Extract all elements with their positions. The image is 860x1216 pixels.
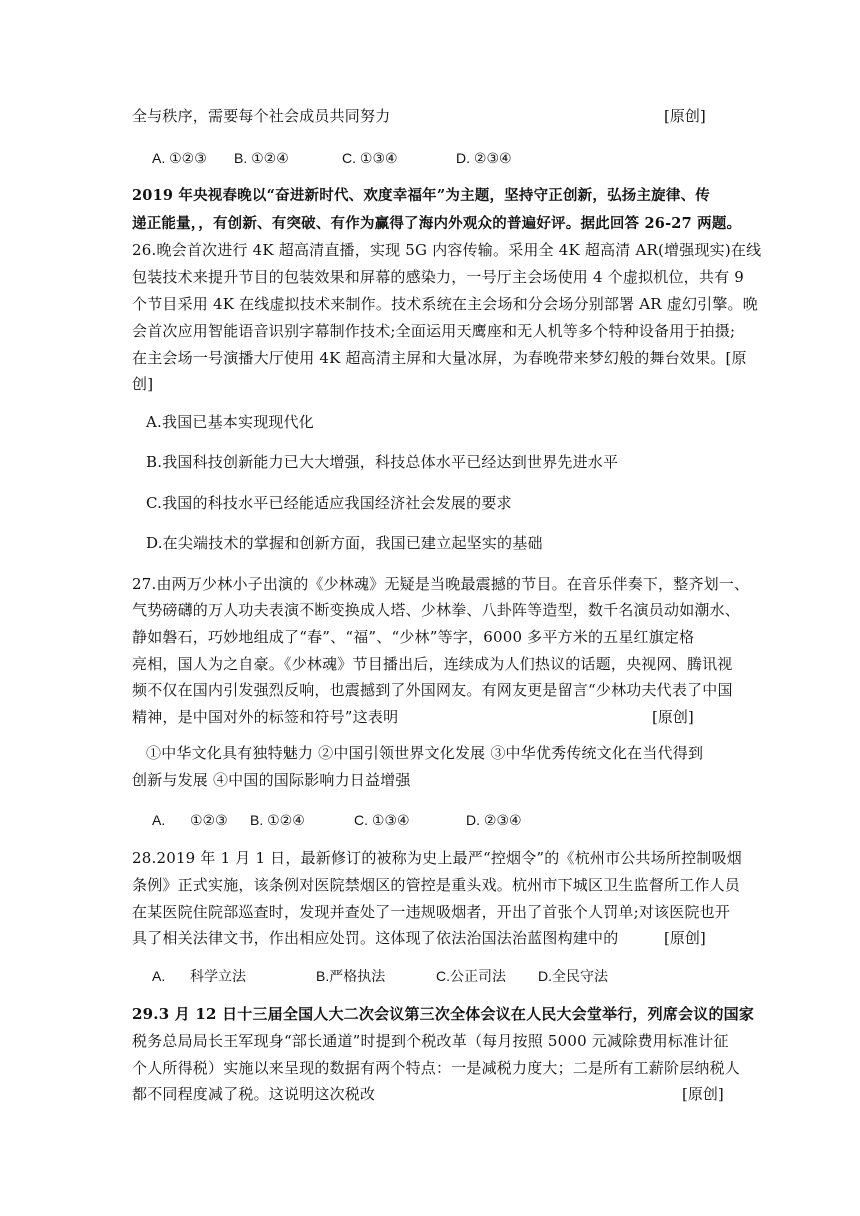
- q28-line-2: 条例》正式实施，该条例对医院禁烟区的管控是重头戏。杭州市下城区卫生监督所工作人员: [132, 876, 741, 894]
- q28-option-d: D.全民守法: [538, 968, 608, 984]
- question-25-tail-line: 全与秩序，需要每个社会成员共同努力: [132, 107, 391, 125]
- q26-option-a: A.我国已基本实现现代化: [146, 413, 315, 431]
- q26-line-1: 26.晚会首次进行 4K 超高清直播，实现 5G 内容传输。采用全 4K 超高清 AR(增强现实)在线: [132, 241, 762, 259]
- q27-option-d: D. ②③④: [466, 812, 522, 828]
- q26-line-2: 包装技术来提升节目的包装效果和屏幕的感染力，一号厅主会场使用 4 个虚拟机位，共有 9: [132, 268, 744, 286]
- q29-line-3: 个人所得税）实施以来呈现的数据有两个特点：一是减税力度大；二是所有工薪阶层纳税人: [132, 1059, 741, 1077]
- intro-line-1: 2019 年央视春晚以“奋进新时代、欢度幸福年”为主题，坚持守正创新，弘扬主旋律、传: [132, 187, 710, 204]
- q27-statements-line-1: ①中华文化具有独特魅力 ②中国引领世界文化发展 ③中华优秀传统文化在当代得到: [146, 744, 704, 762]
- q27-options: [152, 810, 522, 830]
- q26-option-c: C.我国的科技水平已经能适应我国经济社会发展的要求: [146, 494, 512, 512]
- q26-option-b: B.我国科技创新能力已大大增强，科技总体水平已经达到世界先进水平: [146, 453, 619, 471]
- q28-line-1: 28.2019 年 1 月 1 日，最新修订的被称为史上最严“控烟令”的《杭州市公共场所控制吸烟: [132, 849, 742, 867]
- q28-option-a: 科学立法: [190, 968, 246, 984]
- q25-option-d: D. ②③④: [456, 150, 512, 166]
- q27-line-5: 频不仅在国内引发强烈反响，也震撼到了外国网友。有网友更是留言“少林功夫代表了中国: [132, 681, 733, 699]
- q29-line-1: 29.3 月 12 日十三届全国人大二次会议第三次全体会议在人民大会堂举行，列席会议的国家: [132, 1005, 755, 1023]
- q29-line-2: 税务总局局长王军现身“部长通道”时提到个税改革（每月按照 5000 元减除费用标准计征: [132, 1032, 729, 1050]
- q25-options: [152, 148, 512, 168]
- q28-line-3: 在某医院住院部巡查时，发现并查处了一违规吸烟者，开出了首张个人罚单;对该医院也开: [132, 903, 731, 921]
- q28-line-4: 具了相关法律文书，作出相应处罚。这体现了依法治国法治蓝图构建中的: [132, 929, 619, 947]
- q27-line-2: 气势磅礴的万人功夫表演不断变换成人塔、少林拳、八卦阵等造型，数千名演员动如潮水、: [132, 601, 741, 619]
- q29-source-tag: [原创]: [682, 1085, 724, 1103]
- intro-line-2: 递正能量，，有创新、有突破、有作为赢得了海内外观众的普遍好评。据此回答 26-27 两题。: [132, 215, 742, 232]
- q27-line-3: 静如磐石，巧妙地组成了“春”、“福”、“少林”等字，6000 多平方米的五星红旗定格: [132, 628, 695, 646]
- q28-source-tag: [原创]: [664, 929, 706, 947]
- q27-statements-line-2: 创新与发展 ④中国的国际影响力日益增强: [132, 771, 411, 789]
- q26-line-3: 个节目采用 4K 在线虚拟技术来制作。技术系统在主会场和分会场分别部署 AR 虚幻引擎。晚: [132, 295, 758, 313]
- q28-options: [152, 966, 608, 986]
- q26-line-5: 在主会场一号演播大厅使用 4K 超高清主屏和大量冰屏，为春晚带来梦幻般的舞台效果。[原: [132, 349, 747, 367]
- q27-line-6: 精神，是中国对外的标签和符号”这表明: [132, 708, 399, 726]
- q28-option-c: C.公正司法: [436, 968, 506, 984]
- q27-option-c: C. ①③④: [354, 812, 410, 828]
- q27-option-b: B. ①②④: [250, 812, 305, 828]
- q26-line-4: 会首次应用智能语音识别字幕制作技术;全面运用天鹰座和无人机等多个特种设备用于拍摄;: [132, 322, 736, 340]
- q28-option-a-letter: A.: [152, 968, 166, 984]
- q25-option-b: B. ①②④: [234, 150, 289, 166]
- q29-line-4: 都不同程度减了税。这说明这次税改: [132, 1085, 376, 1103]
- q27-source-tag: [原创]: [652, 708, 694, 726]
- q27-option-a: ①②③: [190, 812, 228, 828]
- q27-line-1: 27.由两万少林小子出演的《少林魂》无疑是当晚最震撼的节目。在音乐伴奏下，整齐划一、: [132, 575, 750, 593]
- q27-line-4: 亮相，国人为之自豪。《少林魂》节目播出后，连续成为人们热议的话题，央视网、腾讯视: [132, 655, 733, 673]
- q25-option-a: A. ①②③: [152, 150, 207, 166]
- q26-option-d: D.在尖端技术的掌握和创新方面，我国已建立起坚实的基础: [146, 534, 543, 552]
- q27-option-a-letter: A.: [152, 812, 166, 828]
- q26-line-6: 创]: [132, 375, 154, 393]
- q28-option-b: B.严格执法: [316, 968, 386, 984]
- q25-source-tag: [原创]: [664, 107, 706, 125]
- q25-option-c: C. ①③④: [342, 150, 398, 166]
